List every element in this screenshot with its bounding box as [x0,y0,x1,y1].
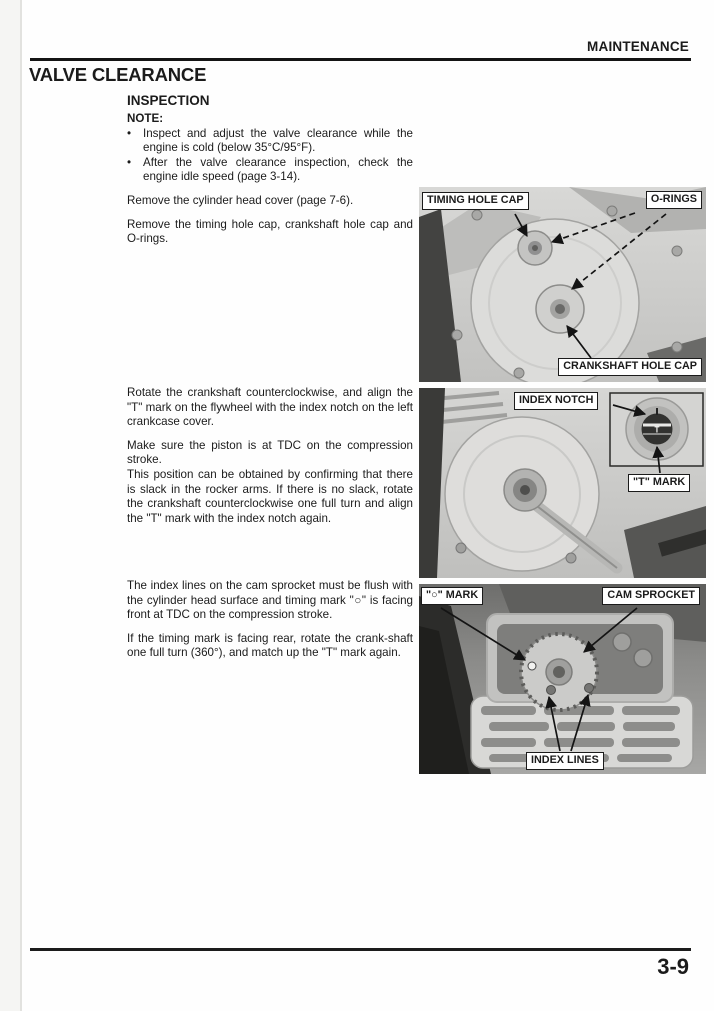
paragraph: The index lines on the cam sprocket must be flush with the cylinder head surface and timing mark "○" is facing front at TDC on the compression stroke. [127,579,413,622]
bullet-icon: • [127,126,132,140]
timing-hole-cap-label: TIMING HOLE CAP [422,192,529,210]
section-title: VALVE CLEARANCE [29,64,207,85]
o-rings-label: O-RINGS [646,191,702,209]
paragraph: Remove the timing hole cap, crankshaft hole cap and O-rings. [127,217,413,246]
subsection-title: INSPECTION [127,93,210,108]
text-block-rotate [127,386,413,526]
chapter-header: MAINTENANCE [587,39,689,54]
crankshaft-hole-cap-label: CRANKSHAFT HOLE CAP [558,358,702,376]
text-block-cam-sprocket [127,579,413,661]
note-item [127,156,413,185]
cam-sprocket-label: CAM SPROCKET [602,587,700,605]
circle-timing-mark [528,662,536,670]
note-item-text: After the valve clearance inspection, check the engine idle speed (page 3-14). [143,155,413,184]
text-block-note [127,112,413,247]
t-mark-glyph: T [654,425,660,435]
paragraph: Rotate the crankshaft counterclockwise, and align the "T" mark on the flywheel with the index notch on the left crankcase cover. [127,386,413,429]
figure-cam-sprocket [419,584,706,774]
note-label: NOTE: [127,112,164,125]
timing-hole-inset [610,393,703,466]
figure-timing-caps [419,187,706,382]
paragraph: This position can be obtained by confirming that there is slack in the rocker arms. If there is no slack, rotate the crankshaft counterclockwise one full turn and align the "T" mark with the index notch again. [127,467,413,525]
index-lines-label: INDEX LINES [526,752,604,770]
o-mark-label: "○" MARK [421,587,483,605]
page-number: 3-9 [657,954,689,979]
footer-rule [30,948,691,951]
paragraph: Remove the cylinder head cover (page 7-6). [127,193,354,207]
figure-cam-sprocket-photo [419,584,706,774]
scan-edge-line [20,0,22,1011]
index-notch-label: INDEX NOTCH [514,392,598,410]
figure-timing-caps-photo [419,187,706,382]
paragraph: Make sure the piston is at TDC on the compression stroke. [127,438,413,467]
scan-edge-shading [0,0,20,1011]
note-item [127,127,413,156]
header-rule [30,58,691,61]
cylinder-head-sketch [419,584,706,774]
note-item-text: Inspect and adjust the valve clearance while the engine is cold (below 35°C/95°F). [143,126,413,155]
bullet-icon: • [127,155,132,169]
figure-t-mark-alignment [419,388,706,578]
t-mark-label: "T" MARK [628,474,690,492]
paragraph: If the timing mark is facing rear, rotate the crank-shaft one full turn (360°), and match up the "T" mark again. [127,631,413,660]
